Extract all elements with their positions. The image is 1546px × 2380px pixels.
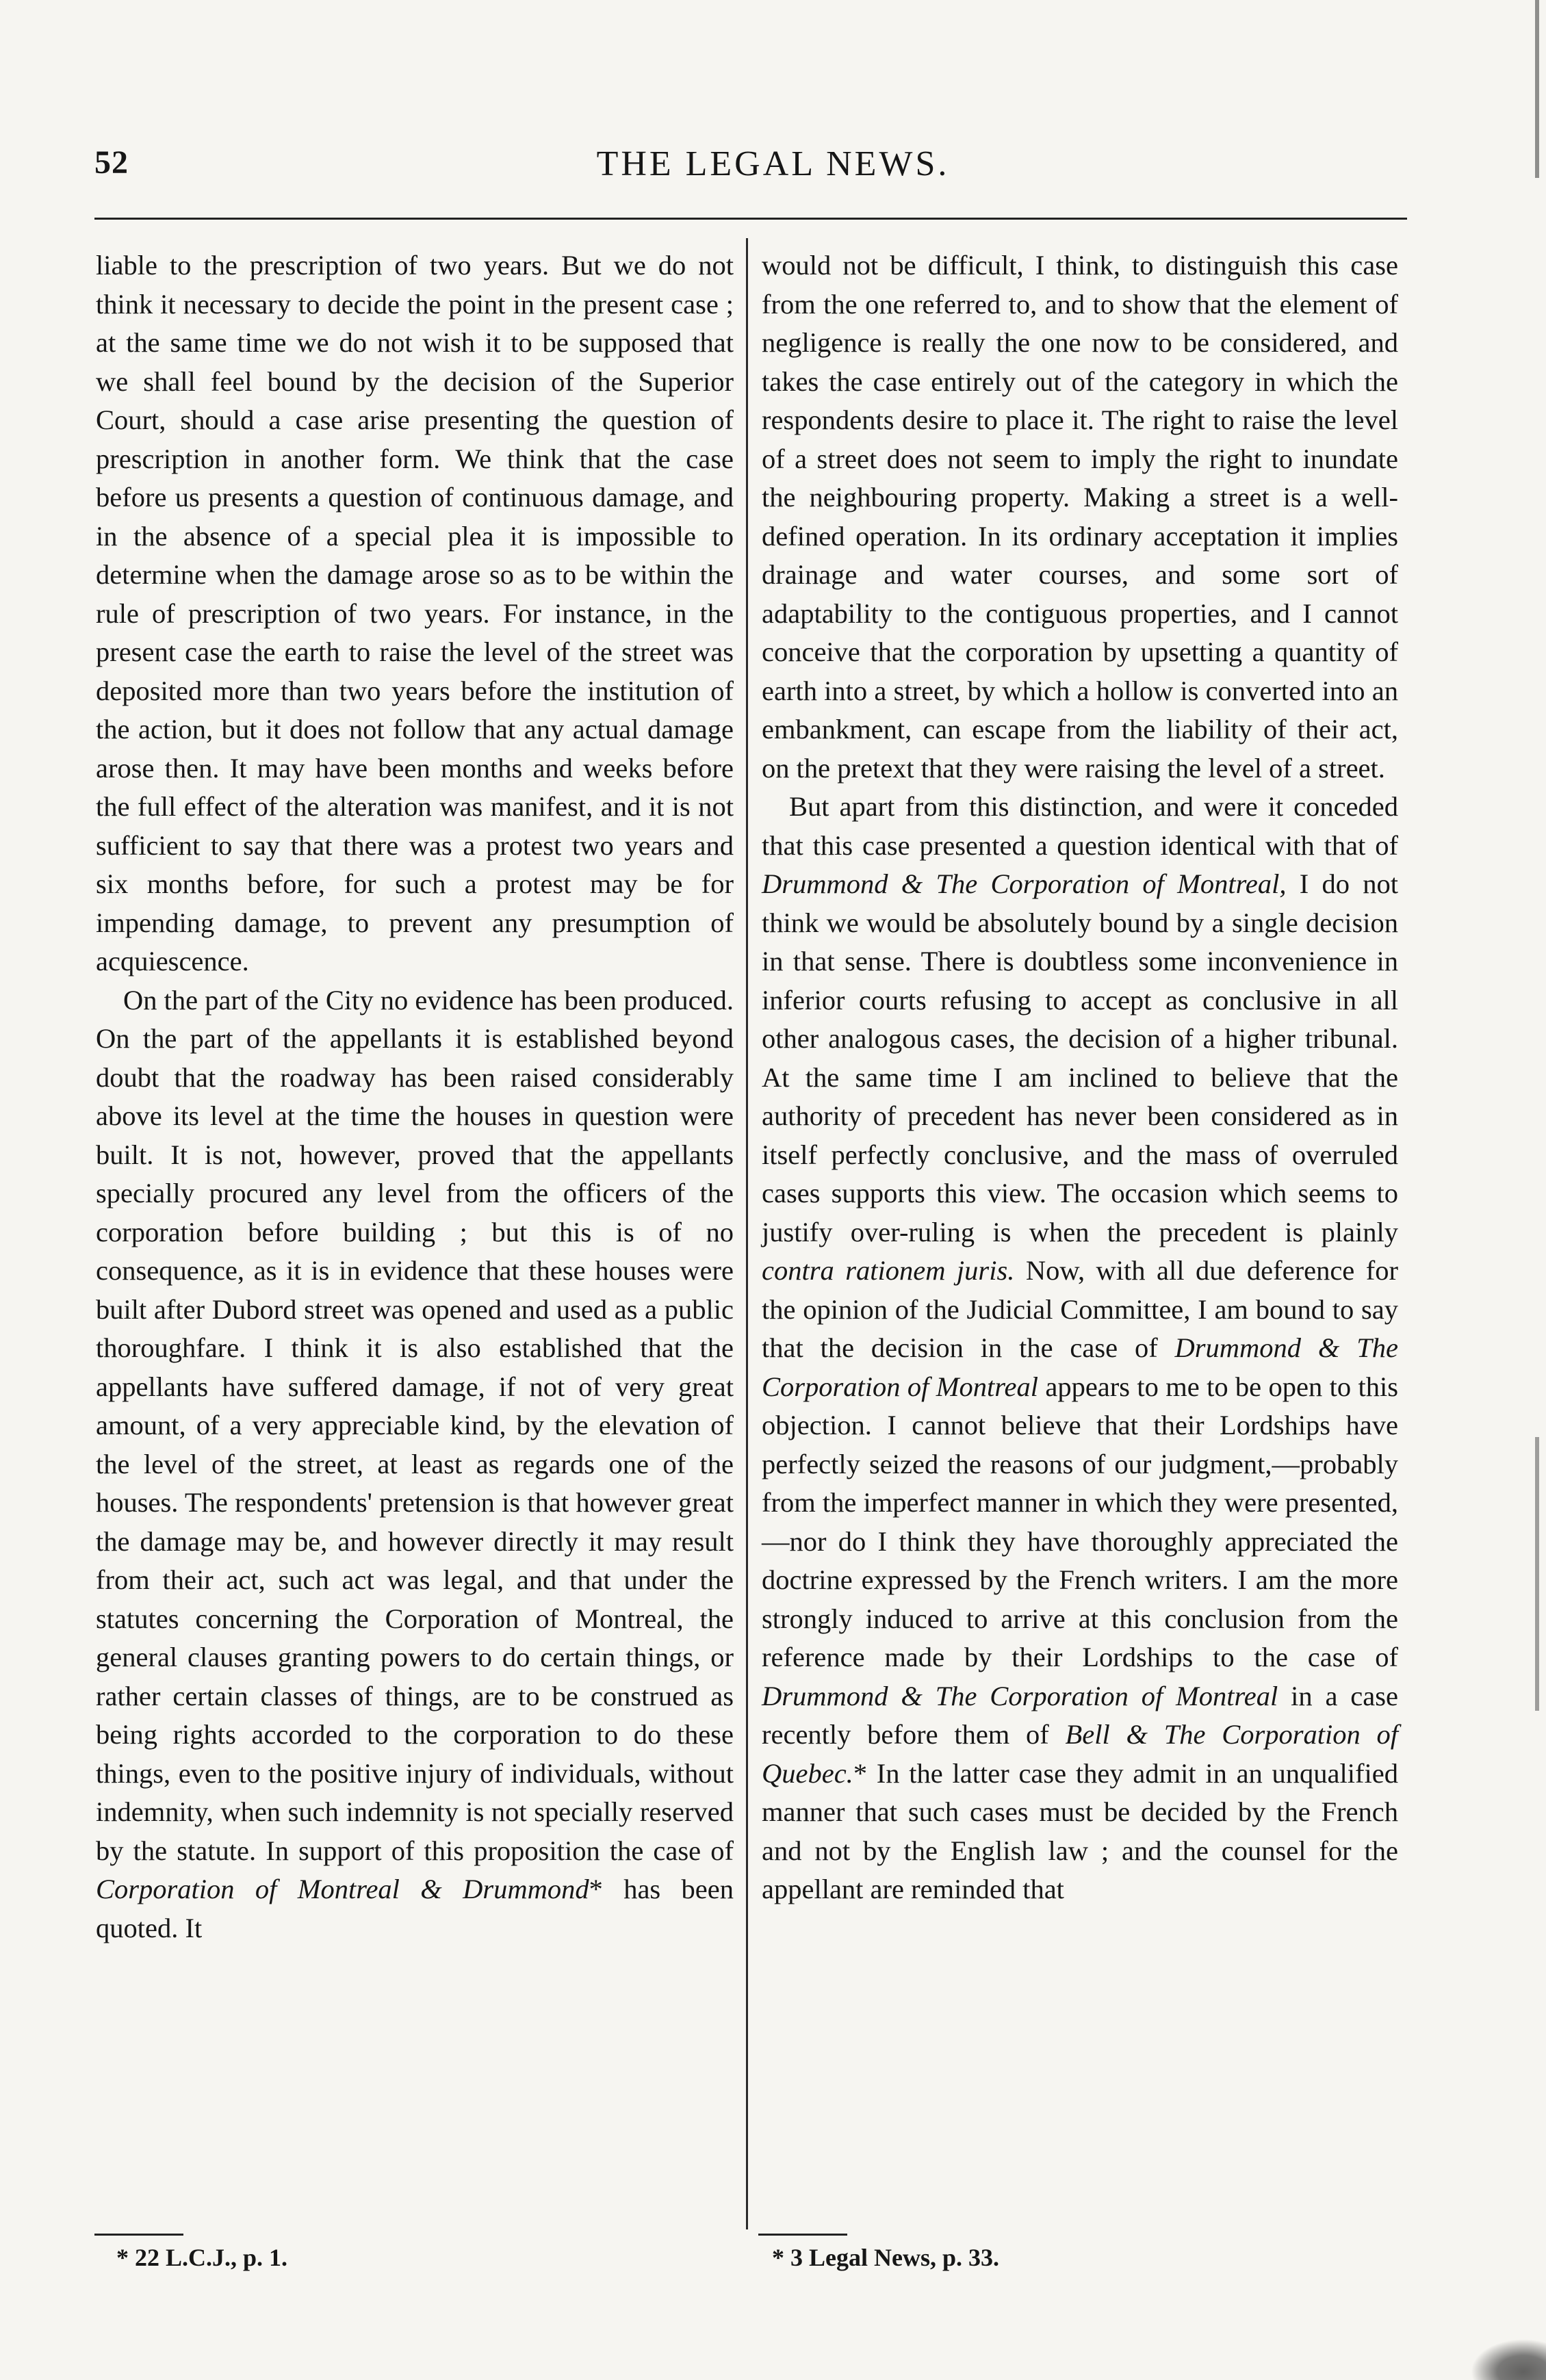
corner-smudge [1471, 2339, 1546, 2380]
page-number: 52 [94, 144, 129, 181]
right-paragraph-2-text-a: But apart from this distinction, and were it conceded that this case presented a question identical with that of [762, 791, 1398, 861]
footnote-rule-right [758, 2234, 847, 2236]
case-citation: Bell & The Corporation of Quebec. [762, 1719, 1399, 1789]
case-citation: Drummond & The Corporation of Montreal, [762, 868, 1287, 899]
right-paragraph-2-text-b: I do not think we would be absolutely bound by a single decision in that sense. There is doubtless some inconvenience in inferior courts refusing to accept as conclusive in all other analogous cases, the decision of a higher tribunal. At the same time I am inclined to believe that the authority of precedent has never been considered as in itself perfectly conclusive, and the mass of overruled cases supports this view. The occasion which seems to justify over-ruling is when the precedent is plainly [762, 868, 1398, 1247]
left-paragraph-2 [96, 981, 734, 1948]
page-header [0, 144, 1546, 205]
left-paragraph-1: liable to the prescription of two years. But we do not think it necessary to decide the point in the present case ; at the same time we do not wish it to be supposed that we shall feel bound by the decision of the Superior Court, should a case arise presenting the question of prescription in another form. We think that the case before us presents a question of continuous damage, and in the absence of a special plea it is impossible to determine when the damage arose so as to be within the rule of prescription of two years. For instance, in the present case the earth to raise the level of the street was deposited more than two years before the institution of the action, but it does not follow that any actual damage arose then. It may have been months and weeks before the full effect of the alteration was manifest, and it is not sufficient to say that there was a protest two years and six months before, for such a protest may be for impending damage, to prevent any presumption of acquiescence. [96, 250, 734, 976]
right-paragraph-2-text-d: appears to me to be open to this objection. I cannot believe that their Lordships have perfectly seized the reasons of our judgment,—probably from the imperfect manner in which they were presented,—nor do I think they have thoroughly appreciated the doctrine expressed by the French writers. I am the more strongly induced to arrive at this conclusion from the reference made by their Lordships to the case of [762, 1371, 1398, 1672]
right-paragraph-2-text-f: * In the latter case they admit in an unqualified manner that such cases must be decided by the French and not by the English law ; and the counsel for the appellant are reminded that [762, 1757, 1398, 1904]
left-column [96, 246, 734, 1948]
right-paragraph-1: would not be difficult, I think, to distinguish this case from the one referred to, and to show that the element of negligence is really the one now to be considered, and takes the case entirely out of the category in which the respondents desire to place it. The right to raise the level of a street does not seem to imply the right to inundate the neighbouring property. Making a street is a well-defined operation. In its ordinary acceptation it implies drainage and water courses, and some sort of adaptability to the contiguous properties, and I cannot conceive that the corporation by upsetting a quantity of earth into a street, by which a hollow is converted into an embankment, can escape from the liability of their act, on the pretext that they were raising the level of a street. [762, 250, 1398, 784]
left-paragraph-2-text-b: * has been quoted. It [96, 1874, 734, 1943]
right-column [762, 246, 1398, 1909]
page-edge-shadow [1535, 0, 1539, 2380]
case-citation: Drummond & The Corporation of Montreal [762, 1680, 1278, 1711]
right-paragraph-2 [762, 788, 1398, 1909]
case-citation: Corporation of Montreal & Drummond [96, 1874, 589, 1904]
header-rule [94, 218, 1407, 220]
left-paragraph-2-text-a: On the part of the City no evidence has been produced. On the part of the appellants it is established beyond doubt that the roadway has been raised considerably above its level at the time the houses in question were built. It is not, however, proved that the appellants specially procured any level from the officers of the corporation before building ; but this is of no consequence, as it is in evidence that these houses were built after Dubord street was opened and used as a public thoroughfare. I think it is also established that the appellants have suffered damage, if not of very great amount, of a very appreciable kind, by the elevation of the level of the street, at least as regards one of the houses. The respondents' pretension is that however great the damage may be, and however directly it may result from their act, such act was legal, and that under the statutes concerning the Corporation of Montreal, the general clauses granting powers to do certain things, or rather certain classes of things, are to be construed as being rights accorded to the corporation to do these things, even to the positive injury of individuals, without indemnity, when such indemnity is not specially reserved by the statute. In support of this proposition the case of [96, 984, 734, 1866]
latin-phrase: contra rationem juris. [762, 1255, 1015, 1286]
column-divider [746, 238, 748, 2229]
footnote-rule-left [94, 2234, 183, 2236]
journal-title: THE LEGAL NEWS. [596, 144, 950, 183]
footnote-left: * 22 L.C.J., p. 1. [116, 2244, 288, 2271]
case-citation: Drummond & The Corporation of Montreal [762, 1332, 1398, 1402]
right-paragraph-2-text-e: in a case recently before them of [762, 1680, 1398, 1750]
footnote-right: * 3 Legal News, p. 33. [772, 2244, 999, 2271]
right-paragraph-2-text-c: Now, with all due deference for the opinion of the Judicial Committee, I am bound to say that the decision in the case of [762, 1255, 1398, 1363]
